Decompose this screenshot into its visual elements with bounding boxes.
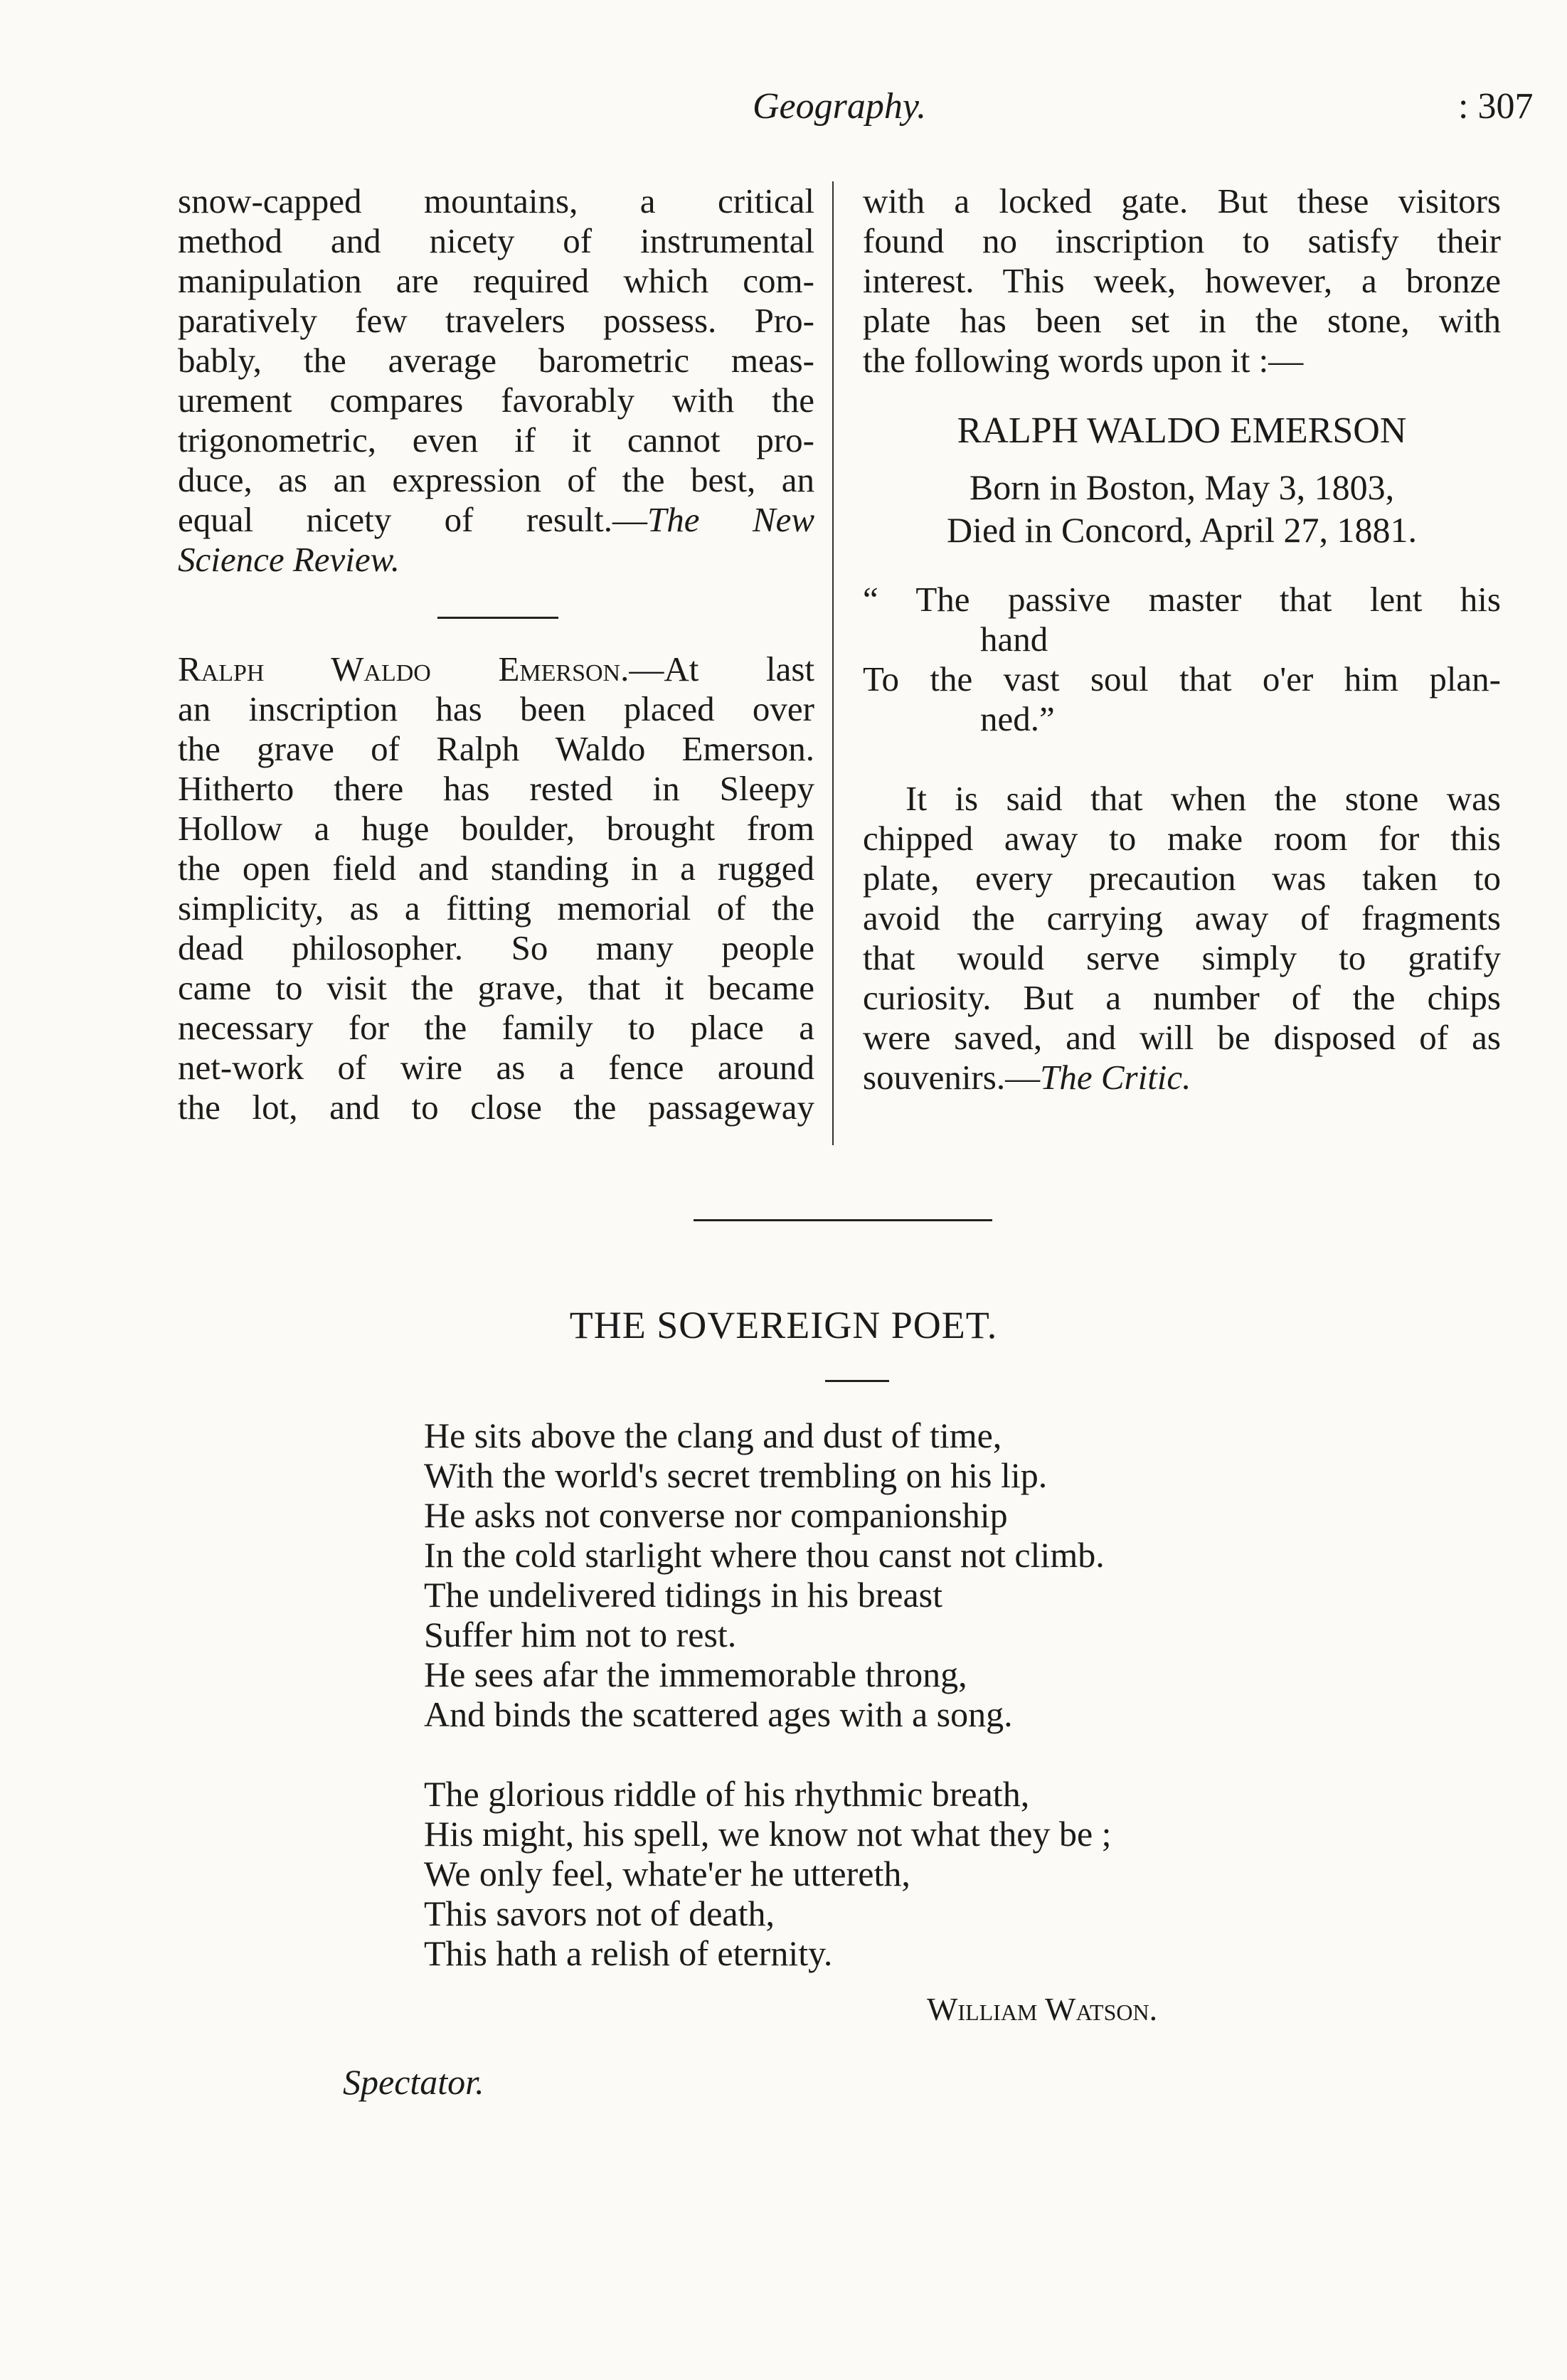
text-line: bably, the average barometric meas- <box>178 341 814 380</box>
quote-line: hand <box>980 620 1048 659</box>
text-line: with a locked gate. But these visitors <box>863 181 1501 221</box>
section-divider <box>694 1219 992 1221</box>
poem-title: THE SOVEREIGN POET. <box>569 1304 998 1346</box>
text-line: method and nicety of instrumental <box>178 221 814 260</box>
poem-line: In the cold starlight where thou canst not climb. <box>424 1535 1105 1575</box>
text-line: curiosity. But a number of the chips <box>863 978 1501 1017</box>
text-line: the grave of Ralph Waldo Emerson. <box>178 729 814 768</box>
quote-line: To the vast soul that o'er him plan- <box>863 659 1501 698</box>
text-line: chipped away to make room for this <box>863 819 1501 858</box>
text-line: net-work of wire as a fence around <box>178 1048 814 1087</box>
text-line-with-source <box>178 500 814 540</box>
text-line: plate has been set in the stone, with <box>863 301 1501 340</box>
poem-line: We only feel, whate'er he uttereth, <box>424 1854 910 1893</box>
text-line: necessary for the family to place a <box>178 1008 814 1047</box>
section-divider <box>437 617 558 619</box>
emerson-first-line <box>178 649 814 689</box>
text-line: duce, as an expression of the best, an <box>178 460 814 499</box>
poem-body <box>424 1415 1112 1973</box>
poem-line: This hath a relish of eternity. <box>424 1933 833 1973</box>
inscription-died: Died in Concord, April 27, 1881. <box>946 510 1418 550</box>
text-line: came to visit the grave, that it became <box>178 968 814 1007</box>
text-line: plate, every precaution was taken to <box>863 859 1501 898</box>
text-line: found no inscription to satisfy their <box>863 221 1501 260</box>
poem-line: The glorious riddle of his rhythmic breath, <box>424 1774 1030 1814</box>
text-line: paratively few travelers possess. Pro- <box>178 301 814 340</box>
text-line: avoid the carrying away of fragments <box>863 898 1501 937</box>
source-citation: The Critic. <box>1040 1058 1191 1097</box>
text-line: an inscription has been placed over <box>178 689 814 728</box>
text-line: trigonometric, even if it cannot pro- <box>178 420 814 459</box>
stanza-break <box>424 1734 1112 1774</box>
inscription-born: Born in Boston, May 3, 1803, <box>969 467 1395 507</box>
text-line: snow-capped mountains, a critical <box>178 181 814 221</box>
text-line: the open field and standing in a rugged <box>178 849 814 888</box>
left-column <box>178 181 814 1127</box>
text-line: It is said that when the stone was <box>905 779 1501 818</box>
source-citation: The New <box>647 500 815 539</box>
poem-line: His might, his spell, we know not what they be ; <box>424 1814 1112 1854</box>
text-fragment: equal nicety of result.— <box>178 500 647 539</box>
poem-line: The undelivered tidings in his breast <box>424 1575 943 1615</box>
text-line-with-source <box>863 1058 1501 1098</box>
poem-author: William Watson. <box>927 1991 1158 2027</box>
poem-line: He sees afar the immemorable throng, <box>424 1654 967 1694</box>
text-line: interest. This week, however, a bronze <box>863 261 1501 300</box>
text-fragment: souvenirs.— <box>863 1058 1041 1097</box>
text-line: the following words upon it :— <box>863 341 1304 380</box>
title-underline <box>825 1380 889 1382</box>
quote-line: “ The passive master that lent his <box>863 580 1501 619</box>
poem-line: He sits above the clang and dust of time, <box>424 1415 1002 1455</box>
page-number: : 307 <box>1458 86 1534 127</box>
text-line: manipulation are required which com- <box>178 261 814 300</box>
source-citation: Science Review. <box>178 540 400 579</box>
running-header: Geography. <box>753 86 927 127</box>
text-fragment: —At last <box>629 649 815 689</box>
poem-line: Suffer him not to rest. <box>424 1615 737 1654</box>
poem-source: Spectator. <box>343 2062 484 2102</box>
poem-line: And binds the scattered ages with a song. <box>424 1694 1013 1734</box>
text-line: that would serve simply to gratify <box>863 938 1501 977</box>
text-line: simplicity, as a fitting memorial of the <box>178 888 814 928</box>
quote-line: ned.” <box>980 699 1055 738</box>
inscription-name: RALPH WALDO EMERSON <box>957 410 1407 451</box>
text-line: the lot, and to close the passageway <box>178 1088 814 1127</box>
text-line: Hollow a huge boulder, brought from <box>178 809 814 848</box>
column-divider <box>832 181 834 1145</box>
section-heading: Ralph Waldo Emerson. <box>178 649 630 689</box>
poem-line: He asks not converse nor companionship <box>424 1495 1008 1535</box>
text-line: dead philosopher. So many people <box>178 928 814 967</box>
poem-line: With the world's secret trembling on his lip. <box>424 1455 1048 1495</box>
poem-line: This savors not of death, <box>424 1893 775 1933</box>
right-column <box>863 181 1501 1098</box>
text-line: urement compares favorably with the <box>178 381 814 420</box>
text-line: were saved, and will be disposed of as <box>863 1018 1501 1057</box>
text-line: Hitherto there has rested in Sleepy <box>178 769 814 808</box>
